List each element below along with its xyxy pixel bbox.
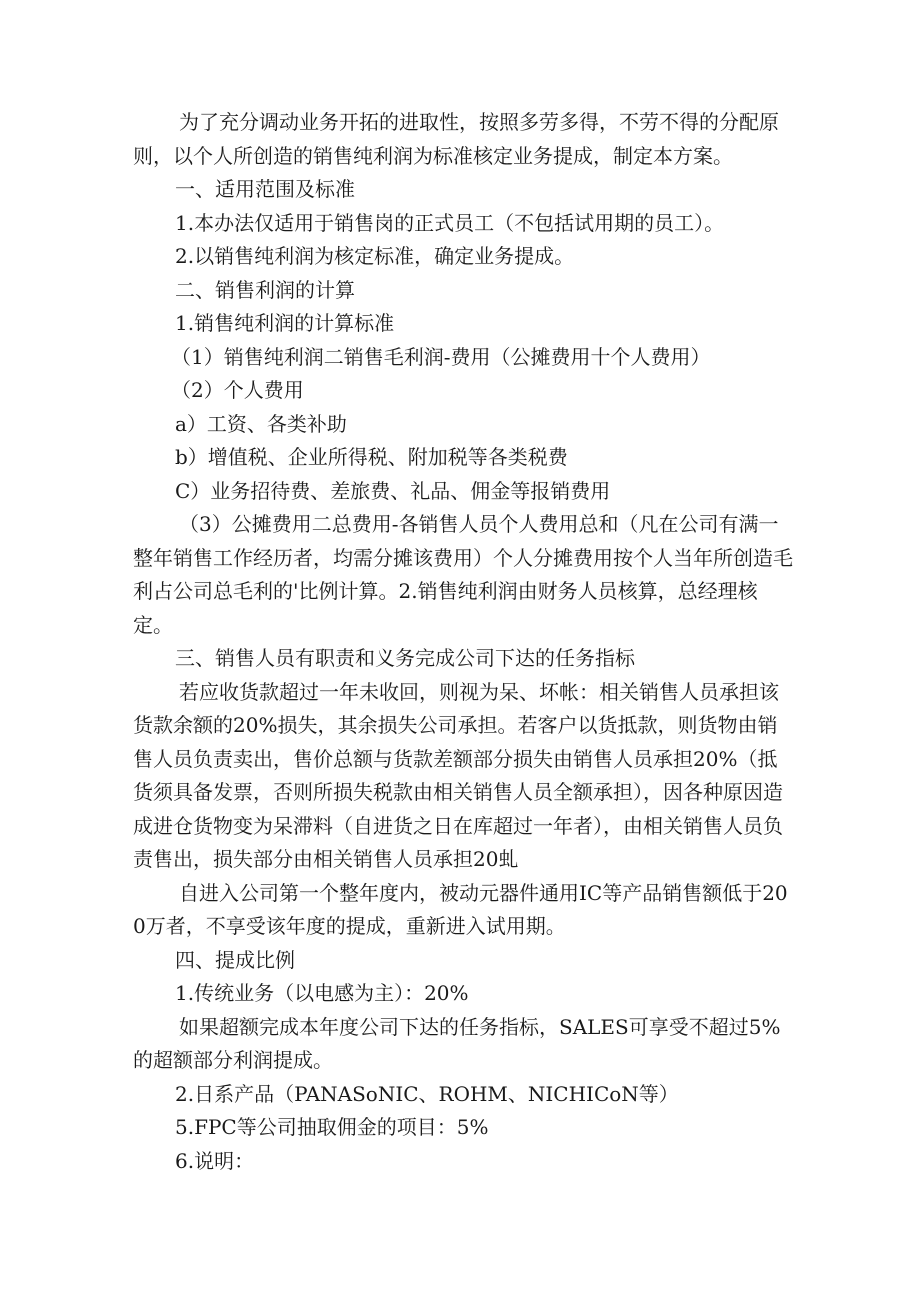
list-item: 1.传统业务（以电感为主）：20% xyxy=(175,981,469,1005)
list-item: C）业务招待费、差旅费、礼品、佣金等报销费用 xyxy=(175,478,611,503)
paragraph-excess: 如果超额完成本年度公司下达的任务指标，SALES可享受不超过5%的超额部分利润提成。 xyxy=(133,1014,781,1072)
section-heading-4: 四、提成比例 xyxy=(175,947,295,972)
paragraph-first-year: 自进入公司第一个整年度内，被动元器件通用IC等产品销售额低于200万者，不享受该年度的提成，重新进入试用期。 xyxy=(133,880,788,938)
paragraph-intro: 为了充分调动业务开拓的进取性，按照多劳多得，不劳不得的分配原则，以个人所创造的销售纯利润为标准核定业务提成，制定本方案。 xyxy=(133,110,779,168)
list-item: 2.日系产品（PANASoNIC、ROHM、NICHICoN等） xyxy=(175,1081,679,1106)
list-item: 6.说明： xyxy=(175,1148,255,1173)
list-item: 1.本办法仅适用于销售岗的正式员工（不包括试用期的员工）。 xyxy=(175,210,725,235)
paragraph-receivables: 若应收货款超过一年未收回，则视为呆、坏帐：相关销售人员承担该货款余额的20%损失，其余损失公司承担。若客户以货抵款，则货物由销售人员负责卖出，售价总额与货款差额部分损失由销售人员承担20%（抵货须具备发票，否则所损失税款由相关销售人员全额承担），因各种原因造成进仓货物变为呆滞料（自进货之日在库超过一年者），由相关销售人员负责售出，损失部分由相关销售人员承担20虬 xyxy=(133,679,783,871)
list-item: 1.销售纯利润的计算标准 xyxy=(175,311,395,335)
list-item: a）工资、各类补助 xyxy=(175,411,347,436)
sub-list-item: （2）个人费用 xyxy=(171,378,304,402)
document-body xyxy=(133,106,793,1178)
section-heading-3: 三、销售人员有职责和义务完成公司下达的任务指标 xyxy=(175,646,635,670)
paragraph-shared-cost: （3）公摊费用二总费用-各销售人员个人费用总和（凡在公司有满一整年销售工作经历者，均需分摊该费用）个人分摊费用按个人当年所创造毛利占公司总毛利的'比例计算。2.销售纯利润由财务人员核算，总经理核定。 xyxy=(133,512,793,637)
section-heading-2: 二、销售利润的计算 xyxy=(175,277,355,302)
sub-list-item: （1）销售纯利润二销售毛利润-费用（公摊费用十个人费用） xyxy=(171,344,711,369)
list-item: 5.FPC等公司抽取佣金的项目：5% xyxy=(175,1115,489,1139)
list-item: b）增值税、企业所得税、附加税等各类税费 xyxy=(175,445,568,469)
list-item: 2.以销售纯利润为核定标准，确定业务提成。 xyxy=(175,244,575,268)
section-heading-1: 一、适用范围及标准 xyxy=(175,177,355,201)
